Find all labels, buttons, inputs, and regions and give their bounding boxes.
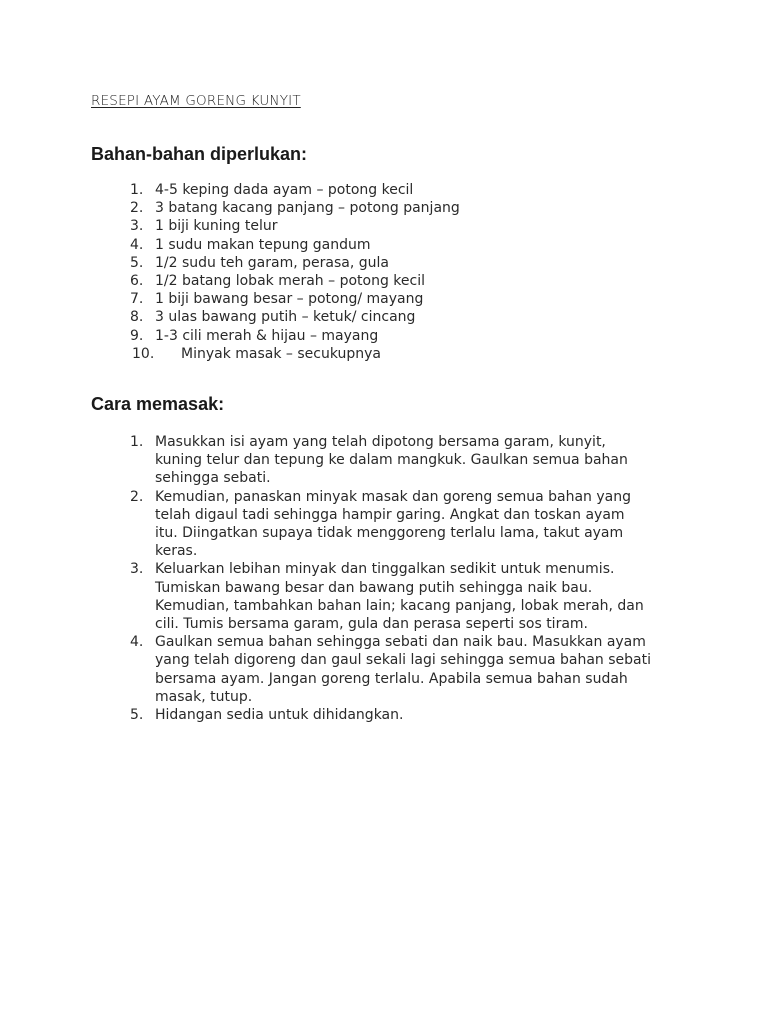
step-text: Kemudian, panaskan minyak masak dan goreng semua bahan yang telah digaul tadi sehingga hampir garing. Angkat dan toskan ayam itu. Diingatkan supaya tidak menggoreng terlalu lama, takut ayam keras.: [155, 488, 632, 560]
step-number: 1.: [130, 434, 144, 450]
step-text: Keluarkan lebihan minyak dan tinggalkan sedikit untuk menumis. Tumiskan bawang besar dan bawang putih sehingga naik bau. Kemudian, tambahkan bahan lain; kacang panjang, lobak merah, dan cili. Tumis bersama garam, gula dan perasa seperti sos tiram.: [155, 561, 644, 633]
ingredient-item: [91, 345, 611, 363]
ingredient-number: 8.: [130, 309, 144, 326]
ingredient-text: 1 biji bawang besar – potong/ mayang: [155, 291, 424, 308]
method-step: [91, 560, 651, 633]
step-text: Masukkan isi ayam yang telah dipotong bersama garam, kunyit, kuning telur dan tepung ke dalam mangkuk. Gaulkan semua bahan sehingga sebati.: [155, 434, 628, 487]
ingredient-text: Minyak masak – secukupnya: [181, 345, 382, 362]
ingredient-text: 1-3 cili merah & hijau – mayang: [155, 327, 379, 344]
ingredient-item: [91, 217, 611, 235]
ingredients-list: [91, 181, 611, 363]
ingredient-text: 3 ulas bawang putih – ketuk/ cincang: [155, 309, 416, 326]
ingredient-text: 1/2 batang lobak merah – potong kecil: [155, 273, 425, 290]
ingredient-item: [91, 254, 611, 272]
method-step: [91, 488, 651, 561]
ingredient-text: 1/2 sudu teh garam, perasa, gula: [155, 254, 389, 271]
ingredient-item: [91, 308, 611, 326]
step-number: 2.: [130, 488, 144, 505]
ingredient-number: 7.: [130, 291, 144, 308]
ingredient-number: 1.: [130, 182, 144, 198]
method-step: [91, 706, 651, 724]
ingredient-item: [91, 272, 611, 290]
method-step: [91, 433, 651, 488]
ingredient-number: 10.: [132, 345, 155, 362]
ingredient-text: 3 batang kacang panjang – potong panjang: [155, 200, 460, 217]
ingredient-number: 2.: [130, 200, 144, 217]
ingredients-heading: Bahan-bahan diperlukan:: [91, 144, 308, 164]
ingredient-number: 4.: [130, 236, 144, 253]
ingredient-text: 1 biji kuning telur: [155, 218, 278, 235]
ingredient-item: [91, 290, 611, 308]
ingredient-number: 3.: [130, 218, 144, 235]
ingredient-item: [91, 327, 611, 345]
method-list: [91, 433, 651, 724]
method-heading: Cara memasak:: [91, 394, 225, 414]
step-text: Hidangan sedia untuk dihidangkan.: [155, 707, 404, 724]
ingredient-number: 9.: [130, 327, 144, 344]
ingredient-item: [91, 236, 611, 254]
recipe-title: RESEPI AYAM GORENG KUNYIT: [91, 93, 301, 109]
step-number: 5.: [130, 707, 144, 724]
step-text: Gaulkan semua bahan sehingga sebati dan naik bau. Masukkan ayam yang telah digoreng dan gaul sekali lagi sehingga semua bahan sebati bersama ayam. Jangan goreng terlalu. Apabila semua bahan sudah masak, tutup.: [155, 634, 651, 705]
ingredient-text: 4-5 keping dada ayam – potong kecil: [155, 182, 414, 198]
method-step: [91, 633, 651, 706]
ingredient-number: 5.: [130, 254, 144, 271]
ingredient-item: [91, 181, 611, 199]
step-number: 4.: [130, 634, 144, 651]
step-number: 3.: [130, 561, 144, 578]
ingredient-item: [91, 199, 611, 217]
ingredient-text: 1 sudu makan tepung gandum: [155, 236, 371, 253]
ingredient-number: 6.: [130, 273, 144, 290]
